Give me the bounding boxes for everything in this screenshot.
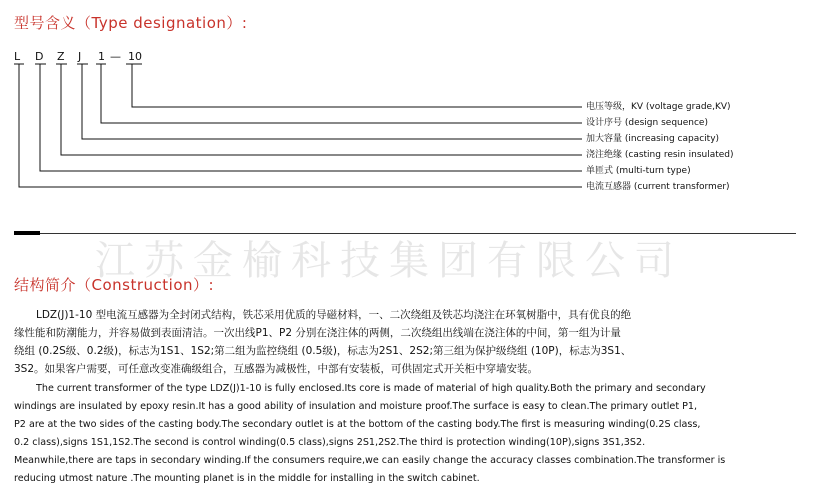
code-voltage: 10 xyxy=(128,50,142,63)
desc-capacity: 加大容量 (increasing capacity) xyxy=(586,134,720,144)
cn-line-1: LDZ(J)1-10 型电流互感器为全封闭式结构，铁芯采用优质的导磁材料，一、二次绕组及铁芯均浇注在环氧树脂中，具有优良的绝 xyxy=(36,309,632,321)
type-designation-heading: 型号含义（Type designation）: xyxy=(14,14,248,32)
en-line-6: reducing utmost nature .The mounting planet is in the middle for installing in the switch cabinet. xyxy=(14,473,480,484)
leader-ct xyxy=(19,64,582,187)
section-divider-accent xyxy=(14,231,40,235)
construction-heading: 结构简介（Construction）: xyxy=(14,276,215,294)
desc-design-sequence: 设计序号 (design sequence) xyxy=(586,118,708,128)
code-letter-d: D xyxy=(35,50,44,63)
en-line-3: P2 are at the two sides of the casting body.The secondary outlet is at the bottom of the casting body.The first is measuring winding(0.2S class, xyxy=(14,419,701,430)
desc-current-transformer: 电流互感器 (current transformer) xyxy=(586,182,730,192)
company-watermark: 江苏金榆科技集团有限公司 xyxy=(95,238,683,284)
cn-line-4: 3S2。如果客户需要，可任意改变准确级组合，互感器为减极性，中部有安装板，可供固定式开关柜中穿墙安装。 xyxy=(14,363,539,375)
code-digit-1: 1 xyxy=(98,50,105,63)
leader-casting xyxy=(61,64,582,155)
leader-voltage xyxy=(132,64,582,107)
cn-line-2: 缘性能和防潮能力，并容易做到表面清洁。一次出线P1、P2 分别在浇注体的两侧，二次绕组出线端在浇注体的中间，第一组为计量 xyxy=(14,327,621,339)
designation-diagram xyxy=(0,0,813,200)
code-letter-l: L xyxy=(14,50,21,63)
en-line-2: windings are insulated by epoxy resin.It has a good ability of insulation and moisture proof.The surface is easy to clean.The primary outlet P1, xyxy=(14,401,698,412)
section-divider xyxy=(14,233,796,234)
desc-casting-resin: 浇注绝缘 (casting resin insulated) xyxy=(586,150,734,160)
code-dash: — xyxy=(110,50,121,63)
leader-design-seq xyxy=(101,64,582,123)
code-letter-j: J xyxy=(78,50,82,63)
en-line-1: The current transformer of the type LDZ(J)1-10 is fully enclosed.Its core is made of material of high quality.Both the primary and secondary xyxy=(36,383,706,394)
cn-line-3: 绕组 (0.2S级、0.2级)，标志为1S1、1S2;第二组为监控绕组 (0.5级)，标志为2S1、2S2;第三组为保护级绕组 (10P)，标志为3S1、 xyxy=(14,345,632,357)
en-line-4: 0.2 class),signs 1S1,1S2.The second is control winding(0.5 class),signs 2S1,2S2.The third is protection winding(10P),signs 3S1,3S2. xyxy=(14,437,646,448)
desc-turn-type: 单匝式 (multi-turn type) xyxy=(586,166,691,176)
code-letter-z: Z xyxy=(57,50,65,63)
leader-capacity xyxy=(82,64,582,139)
en-line-5: Meanwhile,there are taps in secondary winding.If the consumers require,we can easily change the accuracy classes combination.The transformer is xyxy=(14,455,726,466)
desc-voltage-grade: 电压等级，KV (voltage grade,KV) xyxy=(586,102,731,112)
